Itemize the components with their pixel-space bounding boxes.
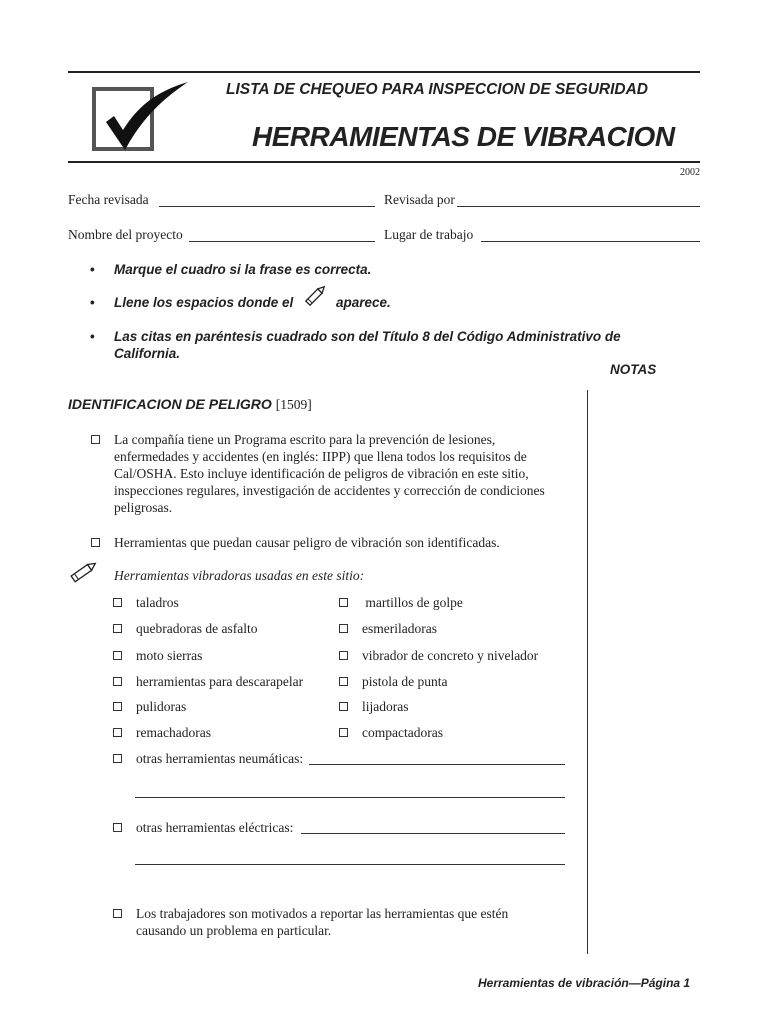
fecha-label: Fecha revisada — [68, 192, 149, 207]
tool-checkbox[interactable] — [113, 598, 122, 607]
notes-divider — [587, 390, 588, 954]
programa-checkbox[interactable] — [91, 435, 100, 444]
fecha-field[interactable] — [159, 206, 375, 207]
revisada-label: Revisada por — [384, 192, 455, 207]
tool-checkbox[interactable] — [113, 624, 122, 633]
tool-checkbox[interactable] — [339, 702, 348, 711]
header-rule — [68, 161, 700, 163]
page-footer: Herramientas de vibración—Página 1 — [478, 976, 691, 990]
tool-checkbox[interactable] — [113, 702, 122, 711]
pencil-icon — [67, 556, 99, 588]
proyecto-field[interactable] — [189, 241, 375, 242]
tool-checkbox[interactable] — [339, 598, 348, 607]
neumaticas-field-2[interactable] — [135, 797, 565, 798]
reportar-checkbox[interactable] — [113, 909, 122, 918]
pencil-icon — [301, 282, 329, 310]
electricas-field-2[interactable] — [135, 864, 565, 865]
identificadas-checkbox[interactable] — [91, 538, 100, 547]
tool-checkbox[interactable] — [339, 624, 348, 633]
neumaticas-field[interactable] — [309, 764, 565, 765]
electricas-field[interactable] — [301, 833, 565, 834]
top-rule — [68, 71, 700, 73]
checkmark-box-icon — [92, 78, 192, 154]
proyecto-label: Nombre del proyecto — [68, 227, 183, 242]
page-title: HERRAMIENTAS DE VIBRACION — [252, 121, 675, 152]
lugar-field[interactable] — [481, 241, 700, 242]
header-subtitle: LISTA DE CHEQUEO PARA INSPECCION DE SEGURIDAD — [226, 81, 648, 98]
tool-checkbox[interactable] — [113, 728, 122, 737]
herramientas-heading: Herramientas vibradoras usadas en este sitio: — [114, 568, 365, 583]
tool-checkbox[interactable] — [113, 677, 122, 686]
year: 2002 — [680, 167, 700, 178]
tool-checkbox[interactable] — [339, 651, 348, 660]
tool-checkbox[interactable] — [339, 728, 348, 737]
notas-label: NOTAS — [610, 362, 657, 377]
tool-checkbox[interactable] — [339, 677, 348, 686]
revisada-field[interactable] — [457, 206, 700, 207]
section-heading: IDENTIFICACION DE PELIGRO [1509] — [68, 396, 312, 412]
neumaticas-checkbox[interactable] — [113, 754, 122, 763]
lugar-label: Lugar de trabajo — [384, 227, 474, 242]
electricas-checkbox[interactable] — [113, 823, 122, 832]
tool-checkbox[interactable] — [113, 651, 122, 660]
